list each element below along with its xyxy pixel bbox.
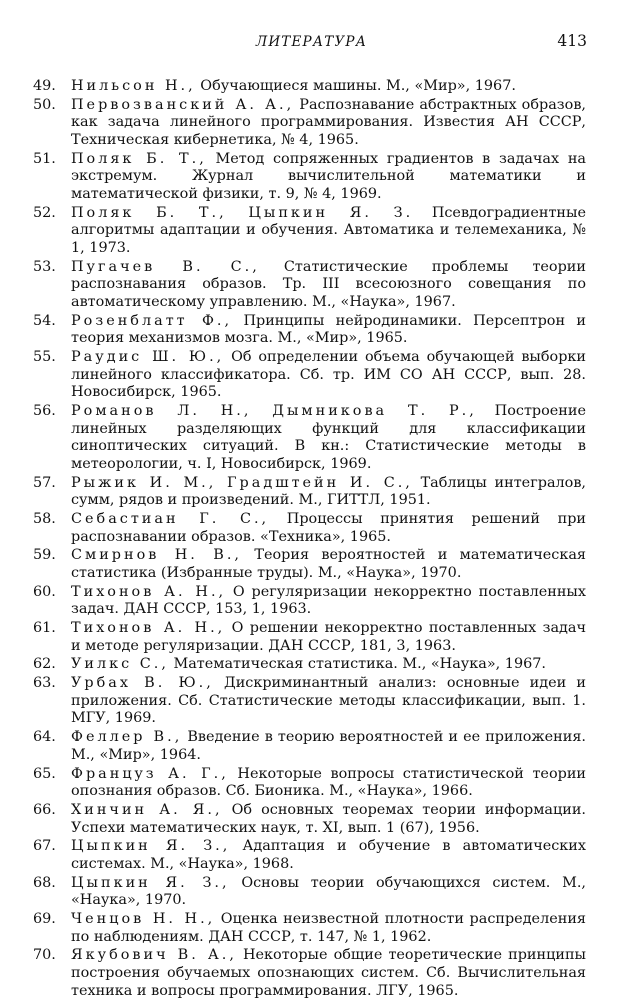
reference-item <box>33 547 586 582</box>
reference-authors: Францyз А. Г., <box>71 765 229 782</box>
reference-number: 69. <box>33 911 56 928</box>
reference-list <box>33 78 586 1001</box>
reference-item <box>33 802 586 837</box>
reference-number: 53. <box>33 258 56 275</box>
reference-authors: Поляк Б. Т., <box>71 150 207 167</box>
reference-number: 70. <box>33 947 56 964</box>
reference-item <box>33 766 586 801</box>
reference-details: Метод сопряженных градиентов в задачах на экстремум. Журнал вычислительной математики и математической физики, т. 9, № 4, 1969. <box>71 150 586 202</box>
reference-details: Псевдоградиентные алгоритмы адаптации и обучения. Автоматика и телемеханика, № 1, 1973. <box>71 204 586 256</box>
running-header <box>36 32 587 52</box>
page-number: 413 <box>557 32 587 50</box>
reference-number: 50. <box>33 96 56 113</box>
reference-details: Об основных теоремах теории информации. Успехи математических наук, т. XI, вып. 1 (67), 1956. <box>71 801 586 836</box>
reference-authors: Смирнов Н. В., <box>71 547 242 564</box>
reference-authors: Романов Л. Н., Дымникова Т. Р., <box>71 403 477 419</box>
reference-details: Введение в теорию вероятностей и ее приложения. М., «Мир», 1964. <box>71 729 586 763</box>
reference-authors: Уилкс С., <box>71 656 169 673</box>
reference-authors: Тихонов А. Н., <box>71 620 226 637</box>
reference-item <box>33 475 586 510</box>
reference-item <box>33 656 586 674</box>
reference-number: 65. <box>33 765 56 782</box>
reference-authors: Нильсон Н., <box>71 78 196 94</box>
reference-number: 57. <box>33 474 56 491</box>
reference-number: 63. <box>33 675 56 692</box>
reference-item <box>33 511 586 546</box>
reference-details: Адаптация и обучение в автоматических системах. М., «Наука», 1968. <box>71 838 586 872</box>
reference-details: О решении некорректно поставленных задач и методе регуляризации. ДАН СССР, 181, 3, 1963. <box>71 620 586 654</box>
reference-number: 67. <box>33 838 56 855</box>
reference-item <box>33 259 586 312</box>
reference-item <box>33 729 586 764</box>
reference-item <box>33 78 586 96</box>
reference-details: Основы теории обучающихся систем. М., «Наука», 1970. <box>71 874 586 909</box>
reference-authors: Ченцов Н. Н., <box>71 911 216 928</box>
reference-authors: Рыжик И. М., Градштейн И. С., <box>71 474 413 491</box>
reference-details: Дискриминантный анализ: основные идеи и приложения. Сб. Статистические методы классификации, вып. 1. МГУ, 1969. <box>71 675 586 727</box>
reference-item <box>33 911 586 946</box>
reference-item <box>33 205 586 258</box>
reference-details: Построение линейных разделяющих функций для классификации синоптических ситуаций. В кн.: Статистические методы в метеорологии, ч. I, Новосибирск, 1969. <box>71 403 586 472</box>
reference-authors: Пугачев В. С., <box>71 258 260 275</box>
reference-item <box>33 875 586 910</box>
reference-number: 66. <box>33 801 56 818</box>
reference-item <box>33 349 586 402</box>
reference-item <box>33 97 586 150</box>
reference-item <box>33 947 586 1000</box>
reference-details: Некоторые вопросы статистической теории опознания образов. Сб. Бионика. М., «Наука», 1966. <box>71 765 586 800</box>
reference-authors: Первозванский А. А., <box>71 96 295 113</box>
reference-number: 56. <box>33 403 56 419</box>
reference-details: Оценка неизвестной плотности распределения по наблюдениям. ДАН СССР, т. 147, № 1, 1962. <box>71 911 586 945</box>
reference-number: 51. <box>33 150 56 167</box>
reference-item <box>33 838 586 873</box>
reference-number: 59. <box>33 547 56 564</box>
reference-details: Статистические проблемы теории распознавания образов. Тр. III всесоюзного совещания по автоматическому управлению. М., «Наука», 1967. <box>71 258 586 310</box>
reference-authors: Урбах В. Ю., <box>71 675 214 692</box>
reference-authors: Цыпкин Я. З., <box>71 838 231 855</box>
reference-number: 64. <box>33 729 56 746</box>
reference-number: 54. <box>33 312 56 329</box>
reference-number: 52. <box>33 204 56 221</box>
reference-details: Распознавание абстрактных образов, как задача линейного программирования. Известия АН СССР, Техническая кибернетика, № 4, 1965. <box>71 96 586 148</box>
reference-details: Математическая статистика. М., «Наука», 1967. <box>168 656 547 673</box>
reference-number: 68. <box>33 874 56 891</box>
reference-details: Теория вероятностей и математическая статистика (Избранные труды). М., «Наука», 1970. <box>71 547 586 581</box>
reference-authors: Феллер В., <box>71 729 183 746</box>
reference-details: Некоторые общие теоретические принципы построения обучаемых опознающих систем. Сб. Вычислительная техника и вопросы программирования. ЛГУ, 1965. <box>71 947 586 999</box>
reference-authors: Раудис Ш. Ю., <box>71 349 225 366</box>
reference-authors: Якубович В. А., <box>71 947 237 964</box>
reference-details: О регуляризации некорректно поставленных задач. ДАН СССР, 153, 1, 1963. <box>71 583 586 618</box>
reference-authors: Цыпкин Я. З., <box>71 874 230 891</box>
reference-details: Обучающиеся машины. М., «Мир», 1967. <box>195 78 516 94</box>
reference-authors: Тихонов А. Н., <box>71 583 227 600</box>
reference-details: Таблицы интегралов, сумм, рядов и произведений. М., ГИТТЛ, 1951. <box>71 474 587 509</box>
reference-item <box>33 403 586 473</box>
reference-authors: Розенблатт Ф., <box>71 312 233 329</box>
reference-details: Процессы принятия решений при распознавании образов. «Техника», 1965. <box>71 510 586 545</box>
reference-authors: Поляк Б. Т., Цыпкин Я. З. <box>71 204 414 221</box>
reference-item <box>33 313 586 348</box>
reference-item <box>33 675 586 728</box>
reference-number: 60. <box>33 583 56 600</box>
reference-details: Об определении объема обучающей выборки линейного классификатора. Сб. тр. ИМ СО АН СССР, вып. 28. Новосибирск, 1965. <box>71 349 587 401</box>
reference-item <box>33 584 586 619</box>
reference-authors: Себастиан Г. С., <box>71 510 270 527</box>
reference-number: 61. <box>33 620 56 637</box>
reference-number: 62. <box>33 656 56 673</box>
reference-number: 58. <box>33 510 56 527</box>
section-title: ЛИТЕРАТУРА <box>255 34 368 50</box>
reference-details: Принципы нейродинамики. Персептрон и теория механизмов мозга. М., «Мир», 1965. <box>71 312 586 347</box>
reference-number: 49. <box>33 78 56 94</box>
reference-item <box>33 620 586 655</box>
reference-item <box>33 151 586 204</box>
reference-authors: Хинчин А. Я., <box>71 801 223 818</box>
reference-number: 55. <box>33 349 56 366</box>
